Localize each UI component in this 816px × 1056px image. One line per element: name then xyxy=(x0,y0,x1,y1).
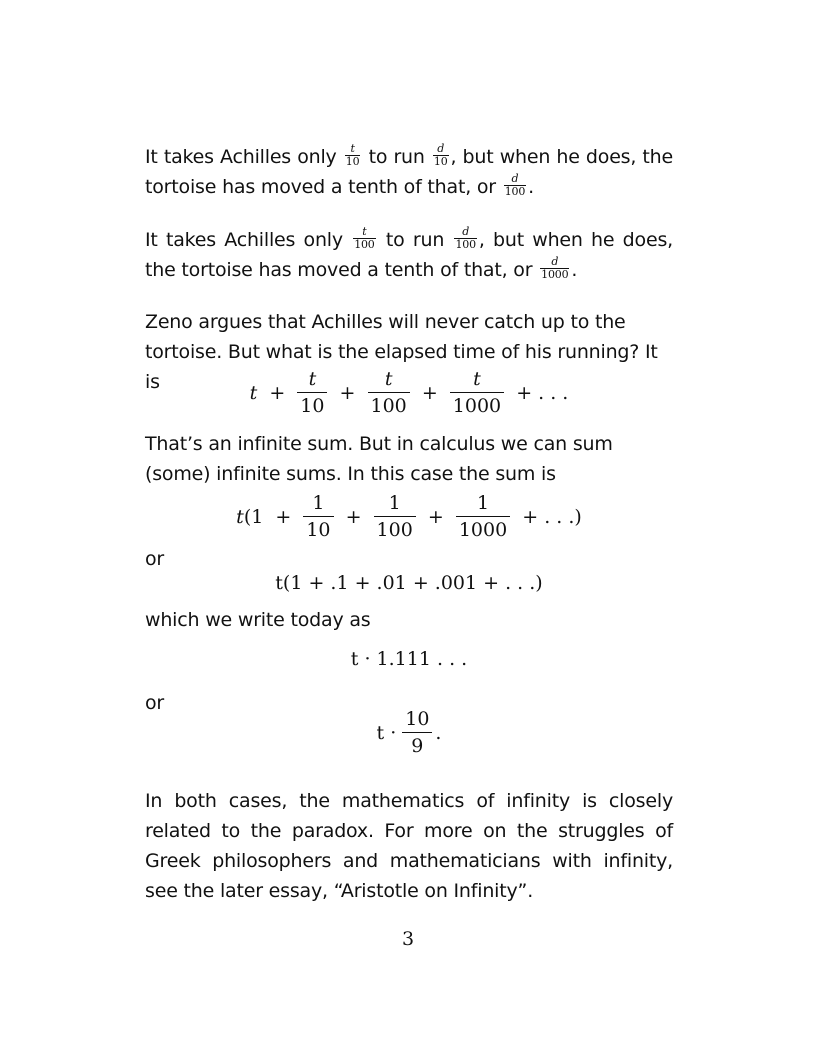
fraction-t-over-100 xyxy=(353,226,375,251)
fraction xyxy=(450,366,504,419)
frac-num: 1 xyxy=(374,490,416,517)
fraction xyxy=(456,490,510,543)
frac-den: 10 xyxy=(345,155,360,168)
paragraph-1 xyxy=(145,142,673,202)
frac-num: d xyxy=(540,256,569,269)
frac-num: d xyxy=(454,226,476,239)
frac-den: 1000 xyxy=(458,519,508,541)
frac-num: t xyxy=(353,226,375,239)
plus-sign: + xyxy=(345,505,362,528)
page-number: 3 xyxy=(401,928,415,950)
plus-sign: + xyxy=(275,505,292,528)
eq-end: . xyxy=(435,721,442,744)
paragraph-2 xyxy=(145,225,673,285)
frac-num: t xyxy=(345,143,361,156)
connector-or-1: or xyxy=(145,548,165,570)
text: . xyxy=(528,176,534,198)
frac-num: 1 xyxy=(456,490,510,517)
paragraph-3: Zeno argues that Achilles will never catch up to the tortoise. But what is the elapsed time of his running? It is xyxy=(145,311,658,393)
paragraph-4: That’s an infinite sum. But in calculus we can sum (some) infinite sums. In this case the sum is xyxy=(145,433,613,485)
fraction xyxy=(297,366,327,419)
frac-den: 100 xyxy=(504,185,526,198)
frac-den: 1000 xyxy=(541,268,569,281)
eq-lead: t · xyxy=(376,721,397,744)
paragraph-6: In both cases, the mathematics of infinity is closely related to the paradox. For more on the struggles of Greek philosophers and mathematicians with infinity, see the later essay, “Aristotle on Infinity”. xyxy=(145,790,673,902)
fraction-d-over-100 xyxy=(454,226,476,251)
connector-or-2: or xyxy=(145,692,165,714)
frac-den: 10 xyxy=(300,395,325,417)
equation-1 xyxy=(145,366,673,419)
equation-5 xyxy=(145,706,673,759)
eq-lead: t(1 xyxy=(236,505,264,528)
fraction-10-over-9 xyxy=(402,706,432,759)
frac-num: t xyxy=(368,366,410,393)
eq-tail: + . . . xyxy=(516,381,569,404)
frac-den: 100 xyxy=(455,238,476,251)
frac-num: 1 xyxy=(303,490,333,517)
equation-4: t · 1.111 . . . xyxy=(350,648,468,670)
text: , but when he does, the tortoise has moved a tenth of that, or xyxy=(145,146,673,198)
frac-num: t xyxy=(297,366,327,393)
text: , but when he does, the tortoise has moved a tenth of that, or xyxy=(145,229,673,281)
frac-den: 10 xyxy=(306,519,331,541)
fraction-d-over-1000 xyxy=(540,256,569,281)
fraction xyxy=(368,366,410,419)
plus-sign: + xyxy=(269,381,286,404)
frac-num: t xyxy=(450,366,504,393)
text: . xyxy=(571,259,578,281)
plus-sign: + xyxy=(339,381,356,404)
frac-den: 100 xyxy=(376,519,413,541)
equation-2 xyxy=(145,490,673,543)
eq-tail: + . . .) xyxy=(522,505,582,528)
frac-den: 9 xyxy=(411,735,424,757)
text: It takes Achilles only xyxy=(145,146,337,168)
frac-den: 1000 xyxy=(452,395,502,417)
text: to run xyxy=(368,146,425,168)
frac-num: d xyxy=(504,173,526,186)
eq-lead: t xyxy=(249,381,258,404)
plus-sign: + xyxy=(421,381,438,404)
frac-den: 10 xyxy=(433,155,448,168)
paragraph-5: which we write today as xyxy=(145,609,371,631)
fraction xyxy=(303,490,333,543)
frac-num: 10 xyxy=(402,706,432,733)
fraction-d-over-10 xyxy=(433,143,449,168)
fraction xyxy=(374,490,416,543)
plus-sign: + xyxy=(427,505,444,528)
frac-den: 100 xyxy=(370,395,407,417)
frac-den: 100 xyxy=(354,238,375,251)
text: to run xyxy=(385,229,445,251)
fraction-t-over-10 xyxy=(345,143,361,168)
equation-3: t(1 + .1 + .01 + .001 + . . .) xyxy=(275,572,543,594)
frac-num: d xyxy=(433,143,449,156)
fraction-d-over-100 xyxy=(504,173,526,198)
text: It takes Achilles only xyxy=(145,229,343,251)
